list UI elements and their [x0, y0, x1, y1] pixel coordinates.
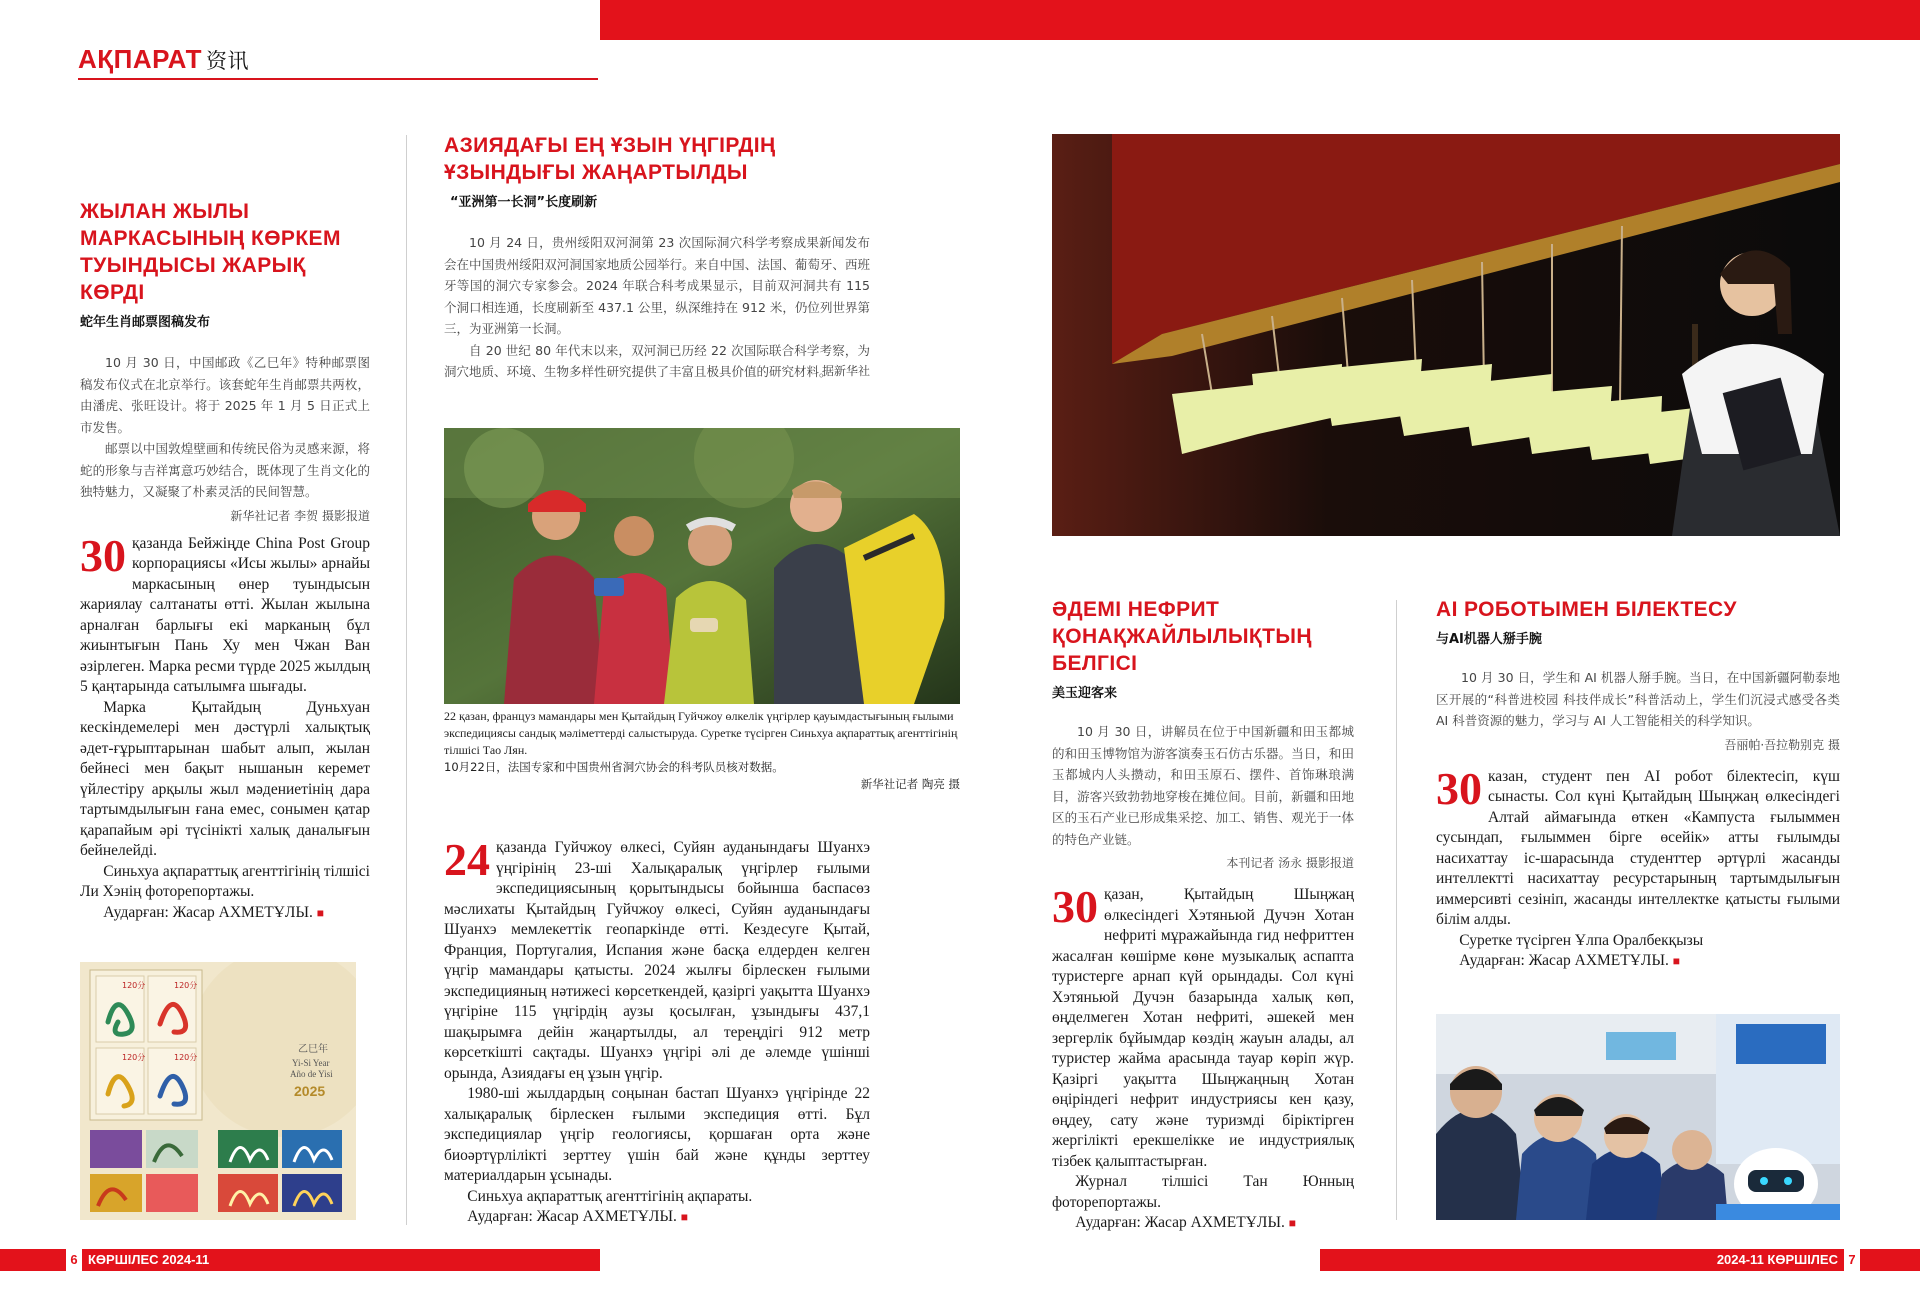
- cave-expedition-photo: [444, 428, 960, 704]
- column-divider: [406, 135, 407, 1225]
- stamp-value: 120分: [174, 1053, 198, 1062]
- stamp-value: 120分: [174, 981, 198, 990]
- ai-dropcap: 30: [1436, 762, 1482, 814]
- cave-headline: АЗИЯДАҒЫ ЕҢ ҰЗЫН ҮҢГІРДІҢ ҰЗЫНДЫҒЫ ЖАҢАРТЫЛДЫ: [444, 134, 776, 184]
- ai-cn-credit: 吾丽帕·吾拉勒别克 摄: [1724, 737, 1840, 752]
- cave-cn-credit: 据新华社: [821, 363, 870, 378]
- stamp-year-en: Yi-Si Year: [292, 1058, 330, 1068]
- column-divider: [1396, 600, 1397, 1220]
- jade-kz-reporter: Журнал тілшісі Тан Юнның фоторепортажы.: [1052, 1173, 1354, 1211]
- stamp-value: 120分: [122, 981, 146, 990]
- jade-subtitle-cn: 美玉迎客来: [1052, 686, 1118, 701]
- stamp-sheet-image: [80, 962, 356, 1220]
- section-title: [78, 44, 249, 75]
- snake-dropcap: 30: [80, 529, 126, 581]
- cave-caption-credit: 新华社记者 陶亮 摄: [860, 777, 960, 791]
- jade-museum-photo: [1052, 134, 1840, 536]
- jade-kz-paragraph: қазан, Қытайдың Шыңжаң өлкесіндегі Хэтяньюй Дучэн Хотан нефриті мұражайында гид нефриттен жасалған көшірме көне музыкалық аспапта туристерге арнап күй орындады. Сол күні Хэтяньюй Дучэн базарында халық көп, өңделмеген Хотан нефриті, әшекей мен зергерлік бұйымдар көздің жауын алады, ал туристер жайма арасында тауар көріп жүр. Қазіргі уақытта Шыңжаңның Хотан өңіріндегі нефрит индустриясы кен қазу, өңдеу, сату және туризмді біріктірген жергілікті ерекшелікке ие индустриялық тізбек қалыптастырған.: [1052, 886, 1354, 1170]
- jade-headline: ӘДЕМІ НЕФРИТ ҚОНАҚЖАЙЛЫЛЫҚТЫҢ БЕЛГІСІ: [1052, 598, 1312, 675]
- cave-translator: [444, 1207, 870, 1228]
- stamp-value: 120分: [122, 1053, 146, 1062]
- cave-subtitle-cn: “亚洲第一长洞”长度刷新: [450, 195, 598, 210]
- snake-cn-paragraph: 10 月 30 日，中国邮政《乙巳年》特种邮票图稿发布仪式在北京举行。该套蛇年生肖邮票共两枚，由潘虎、张旺设计。将于 2025 年 1 月 5 日正式上市发售。: [80, 355, 370, 435]
- end-mark: ■: [316, 905, 324, 920]
- page-number-right: 7: [1844, 1249, 1860, 1271]
- top-red-bar: [600, 0, 1920, 40]
- snake-cn-credit: 新华社记者 李贺 摄影报道: [230, 508, 370, 523]
- end-mark: ■: [1672, 954, 1680, 968]
- cave-caption-kz: 22 қазан, француз мамандары мен Қытайдың Гуйчжоу өлкелік үңгірлер қауымдастығының ғылыми экспедициясы сандық мәліметтерді салыстыруда. Суретке түсірген Синьхуа ақпараттық агенттігінің тілшісі Тао Лян.: [444, 709, 958, 757]
- stamp-year-number: 2025: [294, 1083, 326, 1099]
- ai-photo-illustration: [1436, 1014, 1840, 1220]
- section-title-cn: 资讯: [206, 50, 250, 73]
- cave-cn-paragraph: 自 20 世纪 80 年代末以来，双河洞已历经 22 次国际联合科学考察，为洞穴地质、环境、生物多样性研究提供了丰富且极具价值的研究材料。: [444, 342, 870, 379]
- cave-dropcap: 24: [444, 834, 490, 885]
- stamp-year-cn: 乙巳年: [298, 1044, 328, 1055]
- ai-translator-text: Аударған: Жасар АХМЕТҰЛЫ.: [1459, 952, 1669, 969]
- stamp-sheet-illustration: [80, 962, 356, 1220]
- snake-article: [80, 198, 370, 923]
- ai-article: [1436, 596, 1840, 972]
- cave-kz-paragraph: қазанда Гуйчжоу өлкесі, Суйян ауданындағы Шуанхэ үңгірінің 23-ші Халықаралық үңгірлер ғылыми экспедициясының қорытындысы бойынша баспасөз мәслихаты Қытайдың Гуйчжоу өлкесі, Суйян ауданындағы Шуанхэ мемлекеттік геопаркінде өтті. Кездесуге Қытай, Франция, Португалия, Испания және басқа елдерден келген үңгір мамандары қатысты. 2024 жылғы бірлескен ғылыми экспедицияның нәтижесі көрсеткендей, қазіргі уақытта Шуанхэ үңгіріне 115 үңгірдің аузы қосылған, ұзындығы 437,1 шақырымға дейін жаңартылды, ал тереңдігі 912 метр көрсеткішті сақтады. Шуанхэ үңгірі әлі де әлемде үшінші орында, Азиядағы ең ұзын үңгір.: [444, 839, 870, 1082]
- cave-cn-paragraph: 10 月 24 日，贵州绥阳双河洞第 23 次国际洞穴科学考察成果新闻发布会在中国贵州绥阳双河洞国家地质公园举行。来自中国、法国、葡萄牙、西班牙等国的洞穴专家参会。2024 年联合科考成果显示，目前双河洞共有 115 个洞口相连通，长度刷新至 437.1 公里，纵深维持在 912 米，仍位列世界第三，为亚洲第一长洞。: [444, 235, 870, 336]
- snake-cn-paragraph: 邮票以中国敦煌壁画和传统民俗为灵感来源，将蛇的形象与吉祥寓意巧妙结合，既体现了生肖文化的独特魅力，又凝聚了朴素灵活的民间智慧。: [80, 441, 370, 499]
- cave-translator-text: Аударған: Жасар АХМЕТҰЛЫ.: [467, 1208, 677, 1225]
- ai-photo-credit: Суретке түсірген Ұлпа Оралбекқызы: [1459, 931, 1704, 949]
- ai-subtitle-cn: 与AI机器人掰手腕: [1436, 632, 1542, 647]
- ai-translator: [1436, 951, 1840, 972]
- footer-left-label: КӨРШІЛЕС 2024-11: [88, 1252, 210, 1267]
- page-number-left: 6: [66, 1249, 82, 1271]
- ai-kz-paragraph: казан, студент пен AI робот білектесіп, күш сынасты. Сол күні Қытайдың Шыңжаң өлкесіндегі Алтай аймағында өткен «Кампуста ғылыммен сусындап, ғылыммен бірге өсейік» атты ғылымды насихаттау іс-шарасында студенттер әртүрлі жасанды интеллектті насихаттау ресурстарының тартымдылығын иммерсивті сезініп, жасанды интеллектке қатысты ғылыми білім алды.: [1436, 767, 1840, 928]
- end-mark: ■: [680, 1210, 688, 1224]
- cave-kz-source: Синьхуа ақпараттық агенттігінің ақпараты.: [467, 1187, 753, 1205]
- cave-article-body: [444, 834, 870, 1228]
- snake-translator: [80, 903, 370, 924]
- cave-photo-illustration: [444, 428, 960, 704]
- snake-kz-paragraph: Марка Қытайдың Дуньхуан кескіндемелері мен дәстүрлі халықтық әдет-ғұрыптарынан шабыт алып, жылан бейнесі мен бақыт нышанын керемет үйлестіру арқылы жыл мәдениетінің дара тартымдылығын ғана емес, сонымен қатар қарапайым әрі түсінікті халық даналығын бейнелейді.: [80, 698, 370, 859]
- stamp-year-es: Año de Yisi: [290, 1069, 333, 1079]
- footer-right-label: 2024-11 КӨРШІЛЕС: [1716, 1252, 1838, 1267]
- jade-translator-text: Аударған: Жасар АХМЕТҰЛЫ.: [1075, 1214, 1285, 1231]
- section-rule: [78, 78, 598, 80]
- ai-cn-paragraph: 10 月 30 日，学生和 AI 机器人掰手腕。当日，在中国新疆阿勒泰地区开展的“科普进校园 科技伴成长”科普活动上，学生们沉浸式感受各类 AI 科普资源的魅力，学习与 AI 人工智能相关的科学知识。: [1436, 670, 1840, 728]
- ai-headline: AI РОБОТЫМЕН БІЛЕКТЕСУ: [1436, 598, 1737, 621]
- end-mark: ■: [1288, 1216, 1296, 1230]
- jade-translator: [1052, 1213, 1354, 1234]
- snake-translator-text: Аударған: Жасар АХМЕТҰЛЫ.: [103, 903, 313, 921]
- jade-cn-paragraph: 10 月 30 日，讲解员在位于中国新疆和田玉都城的和田玉博物馆为游客演奏玉石仿古乐器。当日，和田玉都城内人头攒动，和田玉原石、摆件、首饰琳琅满目，游客兴致勃勃地穿梭在摊位间。目前，新疆和田地区的玉石产业已形成集采挖、加工、销售、观光于一体的特色产业链。: [1052, 724, 1354, 847]
- footer-right: [1320, 1249, 1920, 1271]
- snake-kz-reporter: Синьхуа ақпараттық агенттігінің тілшісі Ли Хэнің фоторепортажы.: [80, 862, 370, 900]
- cave-kz-paragraph: 1980-ші жылдардың соңынан бастап Шуанхэ үңгірінде 22 халықаралық бірлескен ғылыми экспедиция өтті. Бұл экспедициялар үңгір геологиясы, қоршаған орта және биоәртүрлілікті зерттеу үшін бай және құнды зерттеу материалдарын ұсынады.: [444, 1085, 870, 1184]
- cave-caption-cn: 10月22日，法国专家和中国贵州省洞穴协会的科考队员核对数据。: [444, 760, 784, 774]
- snake-subtitle-cn: 蛇年生肖邮票图稿发布: [80, 315, 211, 330]
- snake-headline: ЖЫЛАН ЖЫЛЫ МАРКАСЫНЫҢ КӨРКЕМ ТУЫНДЫСЫ ЖАРЫҚ КӨРДІ: [80, 200, 341, 304]
- jade-photo-illustration: [1052, 134, 1840, 536]
- section-title-kz: АҚПАРАТ: [78, 44, 203, 74]
- jade-article: [1052, 596, 1354, 1234]
- snake-kz-paragraph: қазанда Бейжіңде China Post Group корпорациясы «Исы жылы» арнайы маркасының өнер туындысын жариялау салтанаты өтті. Жылан жылына арналған барлығы екі марканың бұл жиынтығын Пань Ху мен Чжан Ван әзірлеген. Марка ресми түрде 2025 жылдың 5 қаңтарында сатылымға шығады.: [80, 534, 370, 695]
- cave-article-top: [444, 132, 870, 379]
- cave-caption-block: [444, 708, 960, 793]
- ai-robot-photo: [1436, 1014, 1840, 1220]
- jade-dropcap: 30: [1052, 881, 1098, 932]
- footer-left: [0, 1249, 600, 1271]
- jade-cn-credit: 本刊记者 汤永 摄影报道: [1226, 856, 1354, 870]
